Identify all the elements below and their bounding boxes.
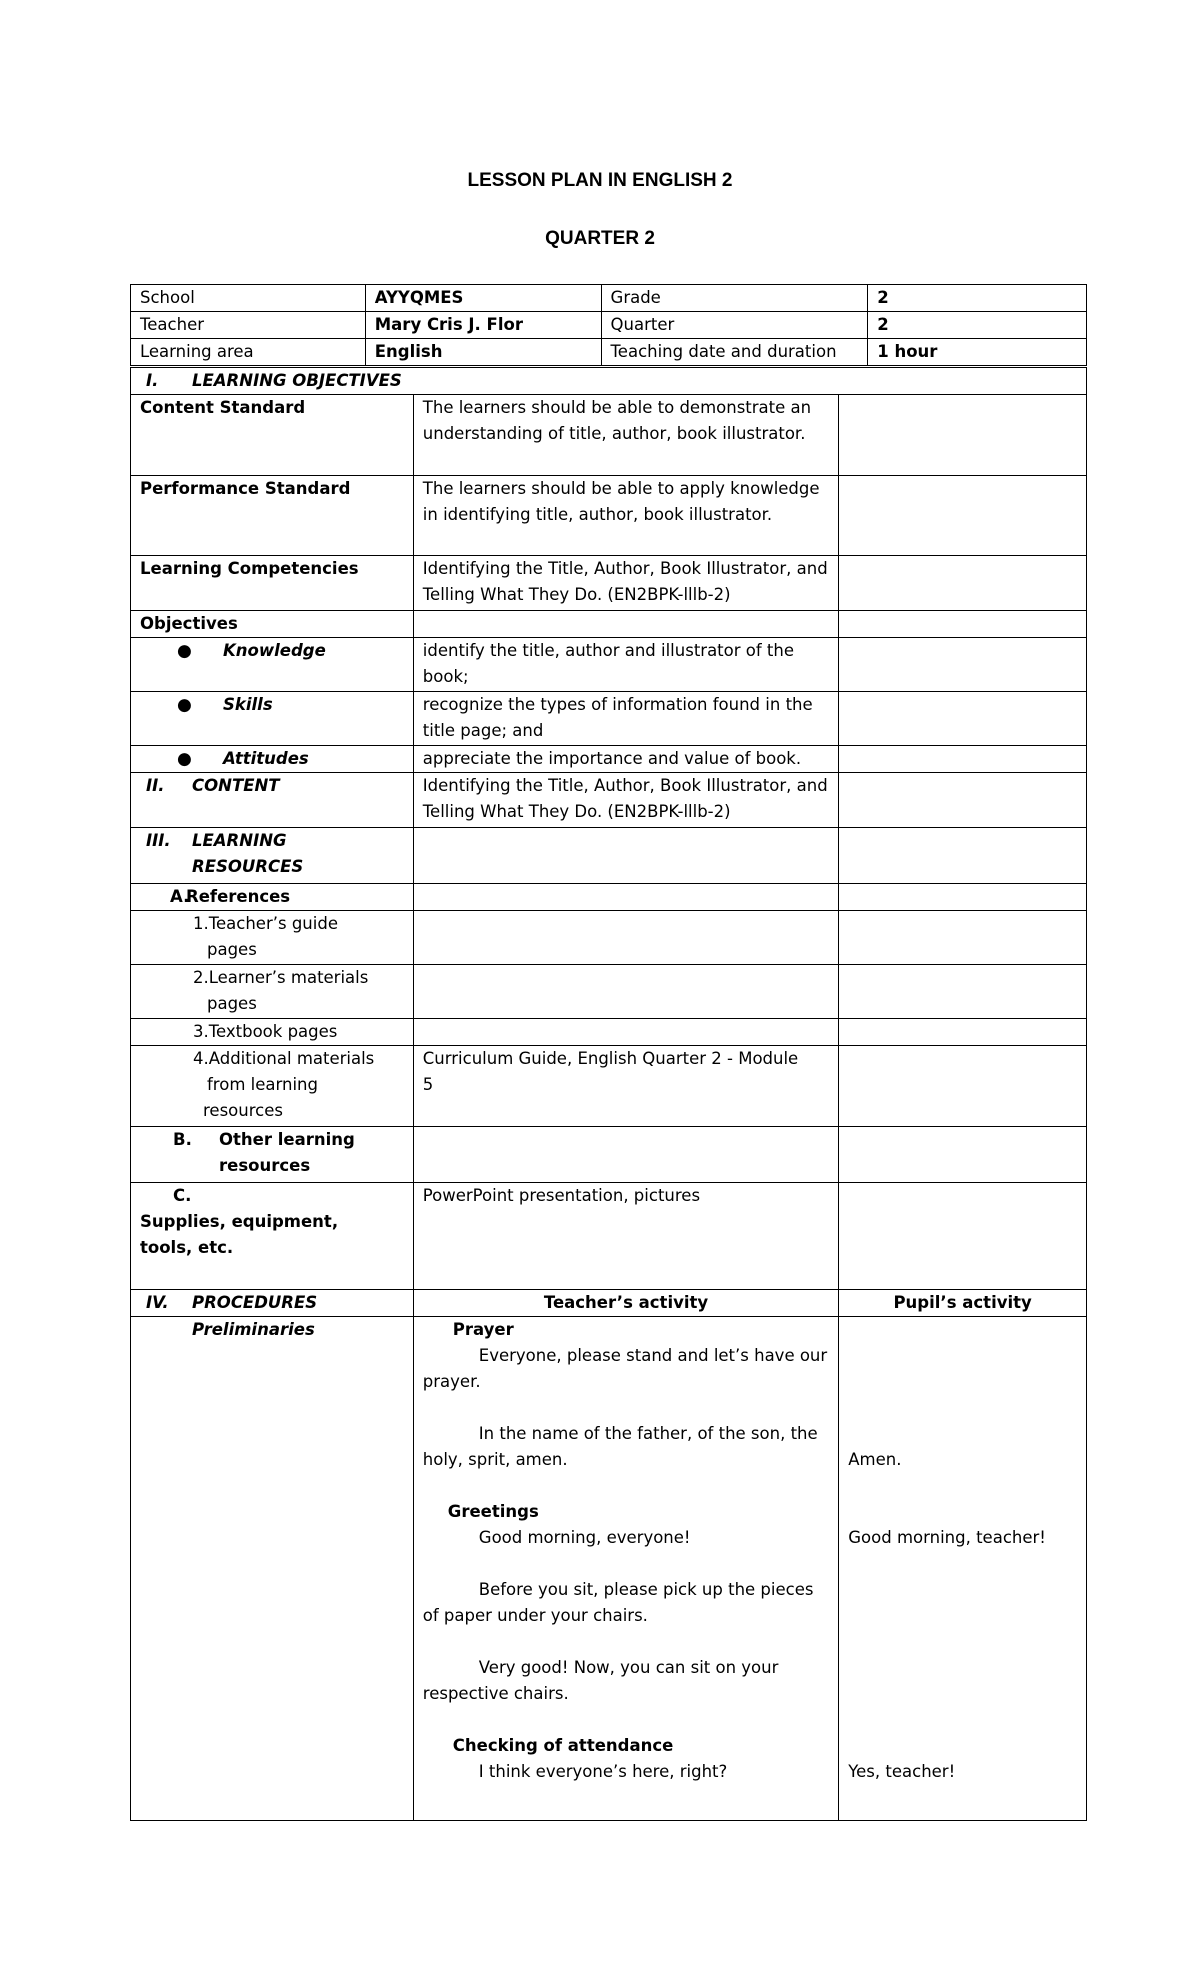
resources-empty-1 [413,828,838,884]
quarter-value: 2 [868,312,1087,339]
other-resources-row [131,1127,1087,1183]
other-resources-label-2: resources [219,1156,311,1175]
bullet-icon: ● [177,695,192,715]
references-row [131,884,1087,911]
info-row-teacher [131,312,1087,339]
bullet-icon: ● [177,641,192,661]
pupil-activity-header: Pupil’s activity [839,1290,1087,1317]
teachers-guide-empty-2 [839,911,1087,965]
page-subtitle: QUARTER 2 [545,228,655,249]
references-empty-1 [413,884,838,911]
greet-text-1: Good morning, everyone! [478,1528,691,1547]
prayer-response: Amen. [848,1450,902,1469]
teacher-label: Teacher [131,312,366,339]
competencies-value: Identifying the Title, Author, Book Illustrator, and Telling What They Do. (EN2BPK-lllb-2) [413,556,838,611]
content-row [131,773,1087,828]
teachers-guide-label-2: pages [207,940,257,959]
prayer-text-2: In the name of the father, of the son, the holy, sprit, amen. [422,1424,818,1469]
competencies-label: Learning Competencies [131,556,414,611]
info-row-school [131,285,1087,312]
references-letter: A. [170,887,190,906]
references-label: References [186,887,291,906]
teacher-value: Mary Cris J. Flor [365,312,601,339]
grade-label: Grade [601,285,868,312]
date-label: Teaching date and duration [601,339,868,366]
content-value: Identifying the Title, Author, Book Illustrator, and Telling What They Do. (EN2BPK-lllb-2) [413,773,838,828]
additional-materials-row [131,1046,1087,1127]
additional-materials-label-3: resources [203,1101,283,1120]
supplies-empty [839,1183,1087,1290]
greet-text-2: Before you sit, please pick up the pieces of paper under your chairs. [422,1580,814,1625]
teacher-activity-header: Teacher’s activity [413,1290,838,1317]
resources-empty-2 [839,828,1087,884]
grade-value: 2 [868,285,1087,312]
info-table [130,284,1087,366]
other-resources-label-1: Other learning [219,1130,355,1149]
supplies-value: PowerPoint presentation, pictures [413,1183,838,1290]
objectives-row [131,611,1087,638]
preliminaries-row [131,1317,1087,1821]
content-standard-label: Content Standard [131,395,414,476]
performance-standard-row [131,476,1087,556]
area-label: Learning area [131,339,366,366]
references-empty-2 [839,884,1087,911]
teachers-guide-empty-1 [413,911,838,965]
bullet-icon: ● [177,749,192,769]
preliminaries-label: Preliminaries [192,1320,315,1339]
content-standard-empty [839,395,1087,476]
competencies-empty [839,556,1087,611]
supplies-row [131,1183,1087,1290]
supplies-letter: C. [173,1186,192,1205]
content-heading: CONTENT [192,776,280,795]
attendance-response: Yes, teacher! [848,1762,956,1781]
teachers-guide-row [131,911,1087,965]
learners-materials-row [131,965,1087,1019]
performance-standard-value: The learners should be able to apply knowledge in identifying title, author, book illustrator. [413,476,838,556]
skills-value: recognize the types of information found in the title page; and [413,692,838,746]
additional-materials-value-2: 5 [422,1075,434,1094]
content-standard-value: The learners should be able to demonstrate an understanding of title, author, book illustrator. [413,395,838,476]
performance-standard-label: Performance Standard [131,476,414,556]
greet-response: Good morning, teacher! [848,1528,1046,1547]
textbook-empty-1 [413,1019,838,1046]
school-value: AYYQMES [365,285,601,312]
objectives-empty-1 [413,611,838,638]
resources-heading-2: RESOURCES [192,857,304,876]
learners-materials-label-1: 2.Learner’s materials [193,968,369,987]
greetings-heading: Greetings [447,1502,539,1521]
knowledge-value: identify the title, author and illustrator of the book; [413,638,838,692]
skills-empty [839,692,1087,746]
content-empty [839,773,1087,828]
procedures-num: IV. [146,1293,169,1312]
textbook-empty-2 [839,1019,1087,1046]
resources-num: III. [146,831,171,850]
attitudes-empty [839,746,1087,773]
other-resources-empty-1 [413,1127,838,1183]
content-num: II. [146,776,165,795]
supplies-label-2: tools, etc. [140,1238,234,1257]
additional-materials-label-2: from learning [207,1075,318,1094]
info-row-area [131,339,1087,366]
resources-heading-1: LEARNING [192,831,287,850]
content-standard-row [131,395,1087,476]
supplies-label-1: Supplies, equipment, [140,1212,339,1231]
learners-materials-empty-2 [839,965,1087,1019]
knowledge-empty [839,638,1087,692]
additional-materials-label-1: 4.Additional materials [193,1049,375,1068]
knowledge-row [131,638,1087,692]
resources-row [131,828,1087,884]
textbook-label: 3.Textbook pages [131,1019,414,1046]
attitudes-label: Attitudes [223,749,309,768]
attendance-text: I think everyone’s here, right? [478,1762,728,1781]
page-title: LESSON PLAN IN ENGLISH 2 [467,170,733,191]
greet-text-3: Very good! Now, you can sit on your respective chairs. [422,1658,779,1703]
procedures-heading-row [131,1290,1087,1317]
teachers-guide-label-1: 1.Teacher’s guide [193,914,338,933]
quarter-label: Quarter [601,312,868,339]
additional-materials-empty [839,1046,1087,1127]
lesson-table [130,367,1087,1821]
knowledge-label: Knowledge [223,641,326,660]
area-value: English [365,339,601,366]
learners-materials-empty-1 [413,965,838,1019]
objectives-empty-2 [839,611,1087,638]
performance-standard-empty [839,476,1087,556]
objectives-label: Objectives [131,611,414,638]
skills-row [131,692,1087,746]
objectives-heading: LEARNING OBJECTIVES [192,371,402,390]
objectives-num: I. [146,371,159,390]
other-resources-letter: B. [173,1130,192,1149]
attitudes-row [131,746,1087,773]
prayer-heading: Prayer [452,1320,514,1339]
date-value: 1 hour [868,339,1087,366]
procedures-heading: PROCEDURES [192,1293,318,1312]
school-label: School [131,285,366,312]
learners-materials-label-2: pages [207,994,257,1013]
textbook-row [131,1019,1087,1046]
objectives-heading-row [131,368,1087,395]
skills-label: Skills [223,695,273,714]
attendance-heading: Checking of attendance [452,1736,674,1755]
other-resources-empty-2 [839,1127,1087,1183]
prayer-text-1: Everyone, please stand and let’s have our prayer. [422,1346,828,1391]
additional-materials-value-1: Curriculum Guide, English Quarter 2 - Module [422,1049,799,1068]
attitudes-value: appreciate the importance and value of book. [413,746,838,773]
competencies-row [131,556,1087,611]
